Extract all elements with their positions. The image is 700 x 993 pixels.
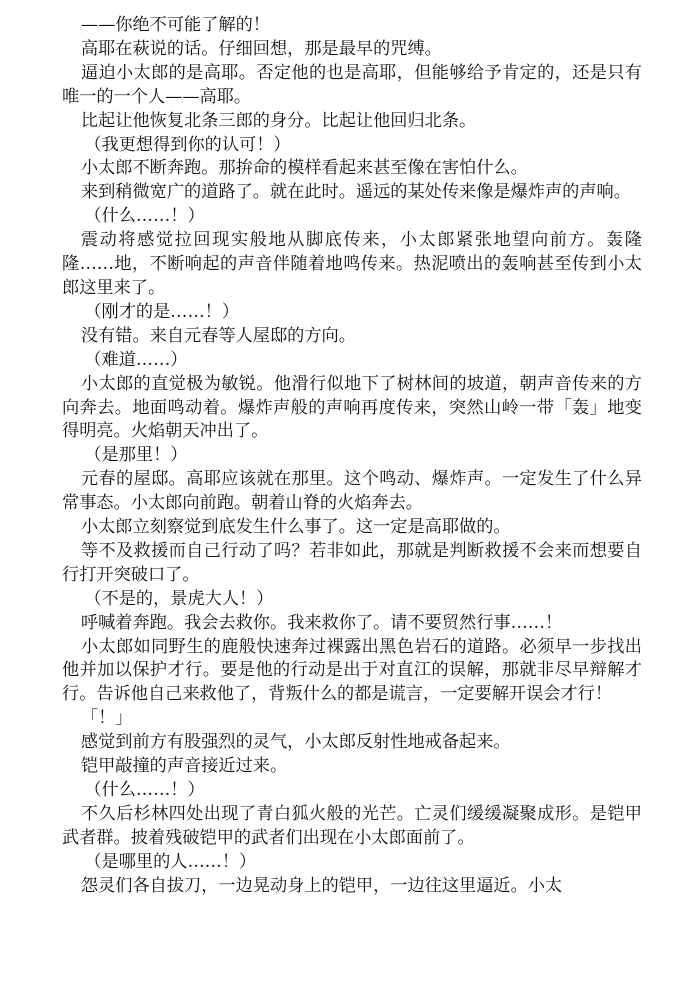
paragraph: 小太郎如同野生的鹿般快速奔过裸露出黑色岩石的道路。必须早一步找出他并加以保护才行。要是他的行动是出于对直江的误解，那就非尽早辩解才行。告诉他自己来救他了，背叛什么的都是谎言，一定要解开误会才行！ <box>62 636 642 705</box>
paragraph: 元春的屋邸。高耶应该就在那里。这个鸣动、爆炸声。一定发生了什么异常事态。小太郎向前跑。朝着山脊的火焰奔去。 <box>62 469 642 514</box>
paragraph: 来到稍微宽广的道路了。就在此时。遥远的某处传来像是爆炸声的声响。 <box>80 182 631 203</box>
paragraph: ——你绝不可能了解的！ <box>80 15 270 35</box>
paragraph: 呼喊着奔跑。我会去救你。我来救你了。请不要贸然行事……！ <box>80 612 563 633</box>
inner-thought: （什么……！） <box>84 780 205 800</box>
inner-thought: （什么……！） <box>84 206 205 227</box>
paragraph: 小太郎不断奔跑。那拚命的模样看起来甚至像在害怕什么。 <box>80 158 528 179</box>
inner-thought: （刚才的是……！） <box>84 301 240 322</box>
paragraph: 等不及救援而自己行动了吗？若非如此，那就是判断救援不会来而想要自行打开突破口了。 <box>62 540 642 585</box>
paragraph: 震动将感觉拉回现实般地从脚底传来，小太郎紧张地望向前方。轰隆隆……地，不断响起的声音伴随着地鸣传来。热泥喷出的轰响甚至传到小太郎这里来了。 <box>62 230 642 298</box>
paragraph: 小太郎的直觉极为敏锐。他滑行似地下了树林间的坡道，朝声音传来的方向奔去。地面鸣动着。爆炸声般的声响再度传来，突然山岭一带「轰」地变得明亮。火焰朝天冲出了。 <box>62 373 642 442</box>
dialogue-line: 「！」 <box>80 708 133 729</box>
paragraph: 感觉到前方有股强烈的灵气，小太郎反射性地戒备起来。 <box>80 732 511 753</box>
paragraph: 比起让他恢复北条三郎的身分。比起让他回归北条。 <box>80 110 477 131</box>
inner-thought: （我更想得到你的认可！） <box>84 134 291 155</box>
inner-thought: （难道……） <box>84 349 188 370</box>
paragraph: 逼迫小太郎的是高耶。否定他的也是高耶，但能够给予肯定的，还是只有唯一的一个人——高耶。 <box>62 62 642 107</box>
paragraph: 小太郎立刻察觉到底发生什么事了。这一定是高耶做的。 <box>80 517 511 538</box>
paragraph: 不久后杉林四处出现了青白狐火般的光芒。亡灵们缓缓凝聚成形。是铠甲武者群。披着残破铠甲的武者们出现在小太郎面前了。 <box>62 803 642 848</box>
paragraph: 怨灵们各自拔刀，一边晃动身上的铠甲，一边往这里逼近。小太 <box>80 875 563 896</box>
inner-thought: （不是的，景虎大人！） <box>84 588 274 609</box>
paragraph: 铠甲敲撞的声音接近过来。 <box>80 756 288 777</box>
inner-thought: （是哪里的人……！） <box>84 851 257 872</box>
paragraph: 没有错。来自元春等人屋邸的方向。 <box>80 325 356 346</box>
inner-thought: （是那里！） <box>84 445 188 466</box>
novel-page <box>62 14 642 899</box>
paragraph: 高耶在萩说的话。仔细回想，那是最早的咒缚。 <box>80 38 442 59</box>
